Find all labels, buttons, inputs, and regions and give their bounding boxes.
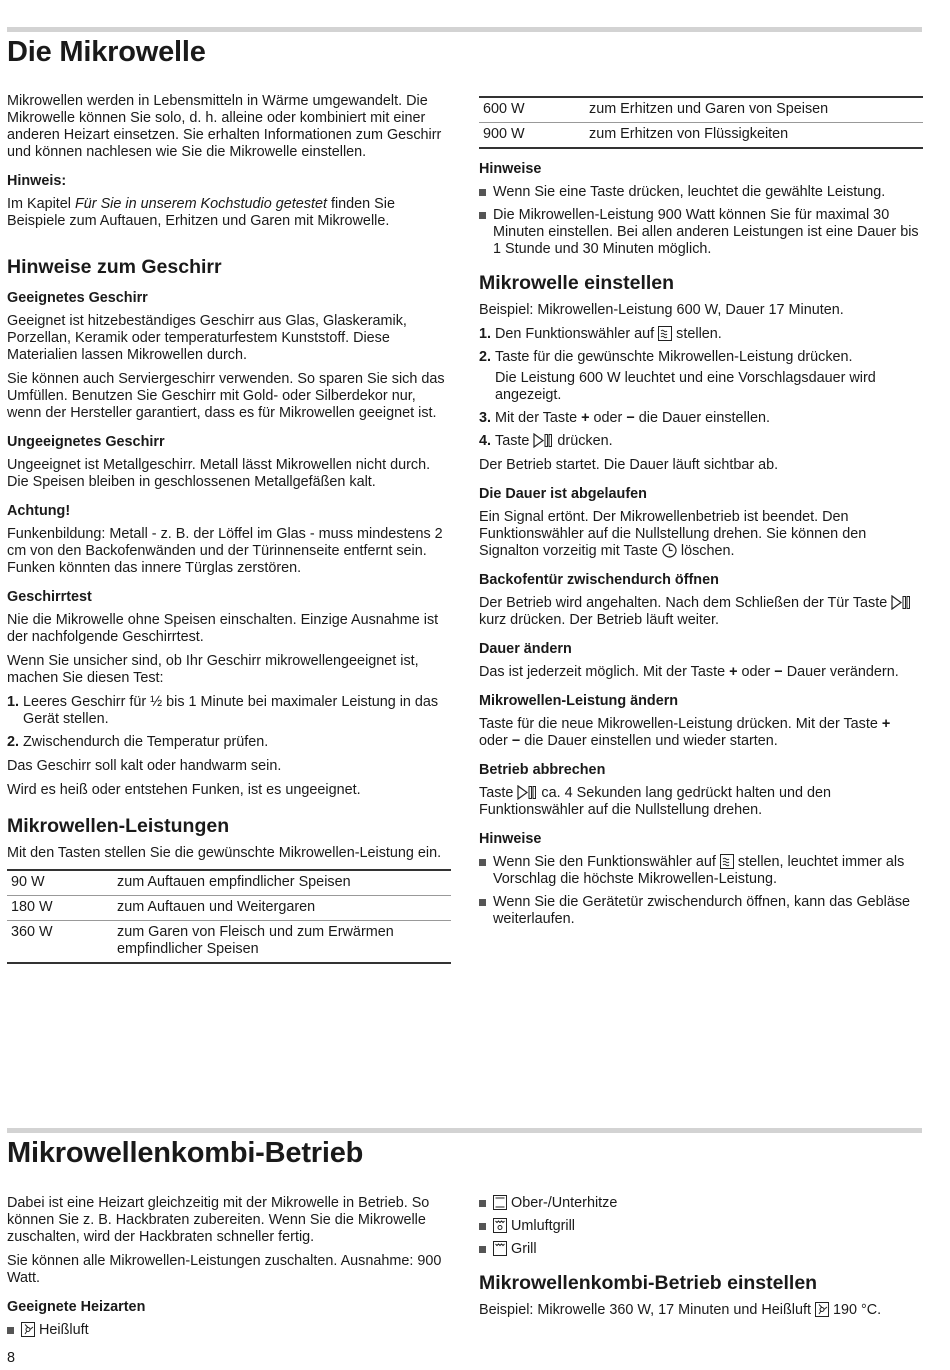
minus-icon: − bbox=[511, 733, 521, 749]
heading-einstellen: Mikrowelle einstellen bbox=[479, 272, 675, 294]
list-item: 2. Taste für die gewünschte Mikrowellen-Leistung drücken. Die Leistung 600 W leuchtet und eine Vorschlagsdauer wird angezeigt. bbox=[479, 349, 876, 403]
plus-icon: + bbox=[881, 716, 891, 732]
hot-air-icon bbox=[21, 1322, 35, 1337]
start-stop-icon bbox=[517, 785, 537, 800]
minus-icon: − bbox=[626, 410, 635, 426]
top-bottom-heat-icon bbox=[493, 1195, 507, 1210]
section-rule bbox=[7, 27, 922, 32]
heading-hinweise-2: Hinweise bbox=[479, 831, 542, 847]
list-item: 2. Zwischendurch die Temperatur prüfen. bbox=[7, 734, 269, 750]
right-column bbox=[479, 96, 923, 935]
table-row: 360 W zum Garen von Fleisch und zum Erwärmen empfindlicher Speisen bbox=[7, 921, 451, 964]
right-column-2 bbox=[479, 1195, 923, 1326]
page-title: Die Mikrowelle bbox=[7, 36, 206, 68]
plus-icon: + bbox=[581, 410, 590, 426]
table-row: 600 W zum Erhitzen und Garen von Speisen bbox=[479, 97, 923, 123]
start-stop-icon bbox=[891, 595, 911, 610]
power-table-2 bbox=[479, 96, 923, 149]
test-text-1: Nie die Mikrowelle ohne Speisen einschalten. Einzige Ausnahme ist der nachfolgende Geschirrtest. bbox=[7, 612, 439, 645]
plus-icon: + bbox=[729, 664, 738, 680]
left-column-2 bbox=[7, 1195, 451, 1346]
heading-leistungen: Mikrowellen-Leistungen bbox=[7, 815, 230, 837]
heading-kombi-einstellen: Mikrowellenkombi-Betrieb einstellen bbox=[479, 1272, 818, 1294]
list-item: Wenn Sie eine Taste drücken, leuchtet die gewählte Leistung. bbox=[479, 184, 923, 201]
hinweis-label: Hinweis: bbox=[7, 173, 67, 189]
microwave-icon bbox=[720, 854, 734, 869]
list-item: 1. Den Funktionswähler auf stellen. bbox=[479, 326, 722, 342]
intro-text: Mikrowellen werden in Lebensmitteln in Wärme umgewandelt. Die Mikrowelle können Sie solo, d. h. alleine oder kombiniert mit einer anderen Heizart einsetzen. Sie erhalten Informationen zum Geschirr und können nachlesen wie Sie die Mikrowelle einstellen. bbox=[7, 93, 442, 160]
heading-dauer: Dauer ändern bbox=[479, 641, 572, 657]
heading-abgelaufen: Die Dauer ist abgelaufen bbox=[479, 486, 647, 502]
leistung-aendern-text: Taste für die neue Mikrowellen-Leistung drücken. Mit der Taste + oder − die Dauer einstellen und wieder starten. bbox=[479, 716, 891, 749]
table-row: 180 W zum Auftauen und Weitergaren bbox=[7, 896, 451, 921]
list-item: 3. Mit der Taste + oder − die Dauer einstellen. bbox=[479, 410, 770, 426]
heading-tuer: Backofentür zwischendurch öffnen bbox=[479, 572, 719, 588]
heading-heizarten: Geeignete Heizarten bbox=[7, 1299, 146, 1315]
power-table-1 bbox=[7, 869, 451, 964]
heading-geschirrtest: Geschirrtest bbox=[7, 589, 92, 605]
section-rule bbox=[7, 1128, 922, 1133]
abbrechen-text: Taste ca. 4 Sekunden lang gedrückt halten und den Funktionswähler auf die Nullstellung drehen. bbox=[479, 785, 832, 818]
list-item: Umluftgrill bbox=[479, 1218, 923, 1235]
abgelaufen-text: Ein Signal ertönt. Der Mikrowellenbetrieb ist beendet. Den Funktionswähler auf die Nullstellung drehen. Sie können den Signalton vorzeitig mit Taste löschen. bbox=[479, 509, 867, 559]
leistungen-intro: Mit den Tasten stellen Sie die gewünschte Mikrowellen-Leistung ein. bbox=[7, 845, 442, 861]
table-row: 900 W zum Erhitzen von Flüssigkeiten bbox=[479, 123, 923, 149]
microwave-icon bbox=[658, 326, 672, 341]
heading-ungeeignet: Ungeeignetes Geschirr bbox=[7, 434, 165, 450]
betrieb-start-text: Der Betrieb startet. Die Dauer läuft sichtbar ab. bbox=[479, 457, 779, 473]
heizarten-list bbox=[7, 1322, 451, 1339]
heading-geeignet: Geeignetes Geschirr bbox=[7, 290, 148, 306]
list-item: 1. Leeres Geschirr für ½ bis 1 Minute bei maximaler Leistung in das Gerät stellen. bbox=[7, 694, 439, 727]
geeignet-text-2: Sie können auch Serviergeschirr verwenden. So sparen Sie sich das Umfüllen. Benutzen Sie Geschirr mit Gold- oder Silberdekor nur, wenn der Hersteller garantiert, dass es für Mikrowellen geeignet ist. bbox=[7, 371, 445, 421]
fan-grill-icon bbox=[493, 1218, 507, 1233]
dauer-text: Das ist jederzeit möglich. Mit der Taste + oder − Dauer verändern. bbox=[479, 664, 899, 680]
einstellen-steps bbox=[479, 326, 923, 450]
heading-leistung-aendern: Mikrowellen-Leistung ändern bbox=[479, 693, 679, 709]
list-item: Die Mikrowellen-Leistung 900 Watt können Sie für maximal 30 Minuten einstellen. Bei allen anderen Leistungen ist eine Dauer bis 1 Stunde und 30 Minuten möglich. bbox=[479, 207, 923, 258]
list-item: Ober-/Unterhitze bbox=[479, 1195, 923, 1212]
test-text-4: Wird es heiß oder entstehen Funken, ist es ungeeignet. bbox=[7, 782, 361, 798]
hinweise-list bbox=[479, 184, 923, 258]
tuer-text: Der Betrieb wird angehalten. Nach dem Schließen der Tür Taste kurz drücken. Der Betrieb läuft weiter. bbox=[479, 595, 923, 629]
kombi-example: Beispiel: Mikrowelle 360 W, 17 Minuten und Heißluft 190 °C. bbox=[479, 1302, 882, 1318]
test-steps bbox=[7, 694, 451, 751]
heizarten-list-continued bbox=[479, 1195, 923, 1258]
list-item: Wenn Sie den Funktionswähler auf stellen, leuchtet immer als Vorschlag die höchste Mikrowellen-Leistung. bbox=[479, 854, 923, 888]
table-row: 90 W zum Auftauen empfindlicher Speisen bbox=[7, 870, 451, 896]
kombi-text-2: Sie können alle Mikrowellen-Leistungen zuschalten. Ausnahme: 900 Watt. bbox=[7, 1253, 442, 1286]
hinweis-text: Im Kapitel Für Sie in unserem Kochstudio getestet finden Sie Beispiele zum Auftauen, Erhitzen und Garen mit Mikrowelle. bbox=[7, 196, 395, 229]
grill-icon bbox=[493, 1241, 507, 1256]
minus-icon: − bbox=[774, 664, 783, 680]
list-item: 4. Taste drücken. bbox=[479, 433, 613, 449]
list-item: Grill bbox=[479, 1241, 923, 1258]
test-text-2: Wenn Sie unsicher sind, ob Ihr Geschirr mikrowellengeeignet ist, machen Sie diesen Test: bbox=[7, 653, 419, 686]
hot-air-icon bbox=[815, 1302, 829, 1317]
left-column bbox=[7, 93, 451, 972]
kombi-text-1: Dabei ist eine Heizart gleichzeitig mit der Mikrowelle in Betrieb. So können Sie z. B. Hackbraten zubereiten. Wenn Sie die Mikrowelle zuschalten, wird der Hackbraten schneller fertig. bbox=[7, 1195, 430, 1245]
heading-abbrechen: Betrieb abbrechen bbox=[479, 762, 606, 778]
start-stop-icon bbox=[533, 433, 553, 448]
heading-geschirr: Hinweise zum Geschirr bbox=[7, 256, 222, 278]
geeignet-text-1: Geeignet ist hitzebeständiges Geschirr aus Glas, Glaskeramik, Porzellan, Keramik oder temperaturfestem Kunststoff. Diese Materialien lassen Mikrowellen durch. bbox=[7, 313, 407, 363]
list-item: Heißluft bbox=[7, 1322, 451, 1339]
chapter-reference: Für Sie in unserem Kochstudio getestet bbox=[74, 196, 327, 212]
einstellen-example: Beispiel: Mikrowellen-Leistung 600 W, Dauer 17 Minuten. bbox=[479, 302, 844, 318]
heading-hinweise: Hinweise bbox=[479, 161, 542, 177]
page-number: 8 bbox=[7, 1350, 16, 1366]
hinweise-list-2 bbox=[479, 854, 923, 928]
clock-icon bbox=[662, 543, 677, 558]
section-title: Mikrowellenkombi-Betrieb bbox=[7, 1137, 364, 1169]
ungeeignet-text: Ungeeignet ist Metallgeschirr. Metall lässt Mikrowellen nicht durch. Die Speisen bleiben in geschlossenen Metallgefäßen kalt. bbox=[7, 457, 431, 490]
list-item: Wenn Sie die Gerätetür zwischendurch öffnen, kann das Gebläse weiterlaufen. bbox=[479, 894, 923, 928]
test-text-3: Das Geschirr soll kalt oder handwarm sein. bbox=[7, 758, 282, 774]
heading-achtung: Achtung! bbox=[7, 503, 71, 519]
achtung-text: Funkenbildung: Metall - z. B. der Löffel im Glas - muss mindestens 2 cm von den Backofenwänden und der Türinnenseite entfernt sein. Funken könnten das innere Türglas zerstören. bbox=[7, 526, 443, 576]
